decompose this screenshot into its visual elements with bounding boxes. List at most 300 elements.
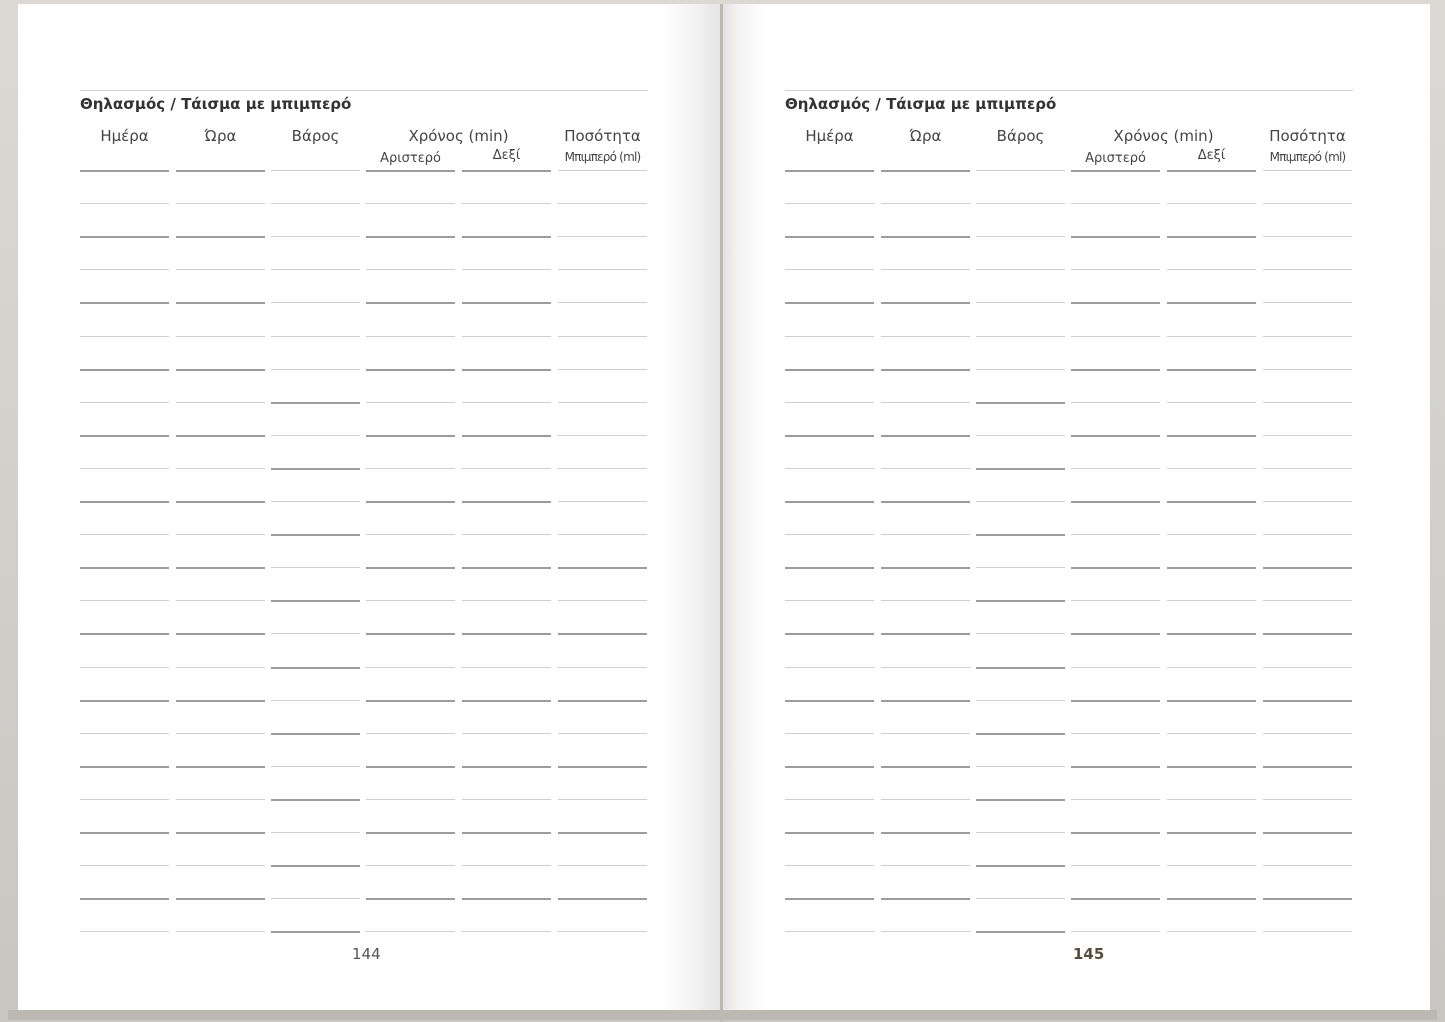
table-rule — [80, 435, 169, 437]
table-rule — [881, 567, 970, 569]
table-rule — [1167, 633, 1256, 635]
table-rule — [976, 700, 1065, 701]
table-rule — [881, 600, 970, 601]
table-rule — [271, 600, 360, 602]
table-rule — [176, 170, 265, 172]
table-rule — [271, 336, 360, 337]
table-rule — [271, 931, 360, 933]
table-rule — [366, 402, 455, 403]
table-rule — [1071, 799, 1160, 800]
table-rule — [976, 435, 1065, 436]
table-rule — [785, 468, 874, 469]
table-rule — [366, 633, 455, 635]
table-rule — [1263, 567, 1352, 569]
table-rule — [785, 667, 874, 668]
table-rule — [558, 402, 647, 403]
table-rule — [976, 567, 1065, 568]
table-rule — [1071, 865, 1160, 866]
table-rule — [1167, 236, 1256, 238]
table-rule — [785, 369, 874, 371]
table-rule — [366, 203, 455, 204]
table-rule — [1071, 898, 1160, 900]
table-rule — [271, 898, 360, 899]
table-rule — [976, 203, 1065, 204]
table-rule — [176, 369, 265, 371]
table-rule — [976, 898, 1065, 899]
table-rule — [366, 733, 455, 734]
table-rule — [176, 633, 265, 635]
table-rule — [1167, 766, 1256, 768]
table-rule — [976, 799, 1065, 801]
table-rule — [785, 302, 874, 304]
table-rule — [785, 865, 874, 866]
table-rule — [785, 269, 874, 270]
table-rule — [366, 667, 455, 668]
table-rule — [80, 600, 169, 601]
table-rule — [366, 435, 455, 437]
table-rule — [1071, 468, 1160, 469]
table-rule — [1263, 170, 1352, 171]
table-rule — [176, 336, 265, 337]
title-rule — [80, 90, 648, 91]
table-rule — [1263, 269, 1352, 270]
column-header-date: Ημέρα — [100, 127, 149, 145]
table-rule — [558, 931, 647, 932]
table-rule — [80, 302, 169, 304]
left-page — [18, 4, 720, 1010]
column-header-weight: Βάρος — [291, 127, 340, 145]
table-rule — [176, 435, 265, 437]
table-rule — [1167, 435, 1256, 437]
column-subheader-left: Αριστερό — [380, 151, 441, 166]
table-rule — [1167, 667, 1256, 668]
column-header-weight: Βάρος — [996, 127, 1045, 145]
table-rule — [271, 766, 360, 767]
table-rule — [366, 567, 455, 569]
table-rule — [881, 766, 970, 768]
page-number: 144 — [352, 945, 381, 963]
table-rule — [366, 269, 455, 270]
table-rule — [1167, 302, 1256, 304]
table-rule — [1263, 832, 1352, 834]
table-rule — [80, 402, 169, 403]
table-rule — [80, 931, 169, 932]
table-rule — [366, 931, 455, 932]
table-rule — [881, 832, 970, 834]
table-rule — [366, 369, 455, 371]
table-rule — [1263, 931, 1352, 932]
table-rule — [176, 203, 265, 204]
table-rule — [1263, 435, 1352, 436]
table-rule — [881, 633, 970, 635]
table-rule — [462, 931, 551, 932]
column-header-quantity: Ποσότητα — [564, 127, 641, 145]
table-rule — [80, 832, 169, 834]
table-rule — [785, 402, 874, 403]
column-header-time: Ώρα — [909, 127, 942, 145]
table-rule — [80, 468, 169, 469]
table-rule — [80, 236, 169, 238]
table-rule — [1071, 369, 1160, 371]
table-rule — [1071, 402, 1160, 403]
table-rule — [558, 369, 647, 370]
table-rule — [462, 170, 551, 172]
table-rule — [1263, 203, 1352, 204]
table-rule — [1071, 733, 1160, 734]
table-rule — [881, 931, 970, 932]
book-gutter — [720, 4, 723, 1022]
table-rule — [976, 865, 1065, 867]
table-rule — [1263, 667, 1352, 668]
table-rule — [462, 733, 551, 734]
table-rule — [1263, 733, 1352, 734]
table-rule — [176, 898, 265, 900]
table-rule — [271, 170, 360, 171]
table-rule — [80, 269, 169, 270]
column-subheader-left: Αριστερό — [1085, 151, 1146, 166]
table-rule — [1071, 269, 1160, 270]
table-rule — [366, 468, 455, 469]
table-rule — [271, 369, 360, 370]
table-rule — [1167, 600, 1256, 601]
table-rule — [462, 402, 551, 403]
table-rule — [558, 733, 647, 734]
table-rule — [462, 832, 551, 834]
table-rule — [271, 667, 360, 669]
table-rule — [976, 667, 1065, 669]
table-rule — [976, 766, 1065, 767]
table-rule — [366, 700, 455, 702]
table-rule — [558, 567, 647, 569]
table-rule — [1071, 600, 1160, 601]
table-rule — [558, 336, 647, 337]
table-rule — [366, 336, 455, 337]
table-rule — [271, 633, 360, 634]
table-rule — [271, 865, 360, 867]
table-rule — [1263, 336, 1352, 337]
table-rule — [785, 898, 874, 900]
table-rule — [462, 865, 551, 866]
table-rule — [785, 799, 874, 800]
table-rule — [271, 203, 360, 204]
table-rule — [1263, 700, 1352, 702]
table-rule — [176, 832, 265, 834]
table-rule — [558, 302, 647, 303]
table-rule — [976, 633, 1065, 634]
table-rule — [976, 600, 1065, 602]
table-rule — [558, 534, 647, 535]
table-rule — [785, 534, 874, 535]
table-rule — [785, 733, 874, 734]
table-rule — [1167, 336, 1256, 337]
table-rule — [1071, 203, 1160, 204]
table-rule — [881, 402, 970, 403]
table-rule — [785, 766, 874, 768]
table-rule — [785, 832, 874, 834]
table-rule — [558, 799, 647, 800]
table-rule — [80, 766, 169, 768]
table-rule — [462, 336, 551, 337]
table-rule — [785, 435, 874, 437]
table-rule — [1167, 468, 1256, 469]
table-rule — [271, 700, 360, 701]
table-rule — [976, 336, 1065, 337]
table-rule — [271, 269, 360, 270]
table-rule — [80, 170, 169, 172]
table-rule — [176, 766, 265, 768]
column-header-date: Ημέρα — [805, 127, 854, 145]
table-rule — [80, 203, 169, 204]
table-rule — [881, 898, 970, 900]
table-rule — [1167, 898, 1256, 900]
table-rule — [558, 667, 647, 668]
table-rule — [366, 832, 455, 834]
table-rule — [1263, 534, 1352, 535]
table-rule — [785, 600, 874, 601]
table-rule — [176, 865, 265, 866]
table-rule — [558, 468, 647, 469]
table-rule — [785, 236, 874, 238]
table-rule — [558, 832, 647, 834]
table-rule — [271, 402, 360, 404]
table-rule — [1167, 534, 1256, 535]
table-rule — [462, 435, 551, 437]
table-rule — [1263, 501, 1352, 502]
table-rule — [881, 170, 970, 172]
table-rule — [176, 700, 265, 702]
table-rule — [881, 468, 970, 469]
table-rule — [1263, 236, 1352, 237]
table-rule — [176, 600, 265, 601]
page-number: 145 — [1073, 945, 1105, 963]
table-rule — [1263, 600, 1352, 601]
table-rule — [558, 269, 647, 270]
table-rule — [80, 733, 169, 734]
table-rule — [1071, 302, 1160, 304]
table-rule — [976, 302, 1065, 303]
table-rule — [462, 799, 551, 800]
table-rule — [558, 633, 647, 635]
table-rule — [462, 203, 551, 204]
table-rule — [1263, 369, 1352, 370]
table-rule — [976, 733, 1065, 735]
table-rule — [1071, 336, 1160, 337]
table-rule — [176, 667, 265, 668]
table-rule — [366, 501, 455, 503]
table-rule — [366, 236, 455, 238]
table-rule — [976, 534, 1065, 536]
table-rule — [462, 534, 551, 535]
table-rule — [976, 170, 1065, 171]
table-rule — [366, 766, 455, 768]
column-subheader-right: Δεξί — [1197, 148, 1226, 163]
table-rule — [80, 534, 169, 535]
table-rule — [462, 468, 551, 469]
table-rule — [462, 667, 551, 668]
table-rule — [1071, 633, 1160, 635]
table-rule — [881, 435, 970, 437]
table-rule — [80, 633, 169, 635]
table-rule — [1167, 501, 1256, 503]
table-rule — [1071, 236, 1160, 238]
table-rule — [462, 766, 551, 768]
table-rule — [558, 203, 647, 204]
table-rule — [462, 898, 551, 900]
column-header-duration: Χρόνος (min) — [408, 127, 509, 145]
table-rule — [271, 567, 360, 568]
table-rule — [1071, 931, 1160, 932]
table-rule — [558, 170, 647, 171]
table-rule — [1263, 799, 1352, 800]
table-rule — [881, 534, 970, 535]
table-rule — [785, 700, 874, 702]
column-header-quantity: Ποσότητα — [1269, 127, 1346, 145]
table-rule — [1071, 766, 1160, 768]
table-rule — [1167, 170, 1256, 172]
table-rule — [176, 236, 265, 238]
table-rule — [558, 501, 647, 502]
table-rule — [1071, 667, 1160, 668]
table-rule — [881, 799, 970, 800]
table-rule — [80, 700, 169, 702]
table-rule — [176, 402, 265, 403]
table-rule — [366, 302, 455, 304]
table-rule — [80, 501, 169, 503]
table-rule — [881, 369, 970, 371]
table-rule — [1263, 402, 1352, 403]
table-rule — [1167, 203, 1256, 204]
table-rule — [176, 799, 265, 800]
table-rule — [366, 898, 455, 900]
table-rule — [881, 733, 970, 734]
table-rule — [785, 633, 874, 635]
table-rule — [558, 865, 647, 866]
table-rule — [1071, 435, 1160, 437]
table-rule — [366, 600, 455, 601]
table-rule — [1167, 865, 1256, 866]
table-rule — [1167, 269, 1256, 270]
table-rule — [1263, 468, 1352, 469]
table-rule — [558, 898, 647, 900]
table-rule — [881, 336, 970, 337]
table-rule — [366, 799, 455, 800]
table-rule — [80, 865, 169, 866]
column-header-duration: Χρόνος (min) — [1113, 127, 1214, 145]
table-rule — [1263, 302, 1352, 303]
table-rule — [366, 170, 455, 172]
table-rule — [881, 269, 970, 270]
page-title: Θηλασμός / Τάισμα με μπιμπερό — [80, 95, 352, 113]
table-rule — [1167, 931, 1256, 932]
table-rule — [1071, 567, 1160, 569]
table-rule — [976, 236, 1065, 237]
table-rule — [1263, 898, 1352, 900]
table-rule — [462, 633, 551, 635]
table-rule — [881, 667, 970, 668]
table-rule — [976, 501, 1065, 502]
table-rule — [976, 269, 1065, 270]
table-rule — [176, 733, 265, 734]
table-rule — [1167, 733, 1256, 734]
table-rule — [558, 766, 647, 768]
table-rule — [976, 931, 1065, 933]
table-rule — [1263, 766, 1352, 768]
table-rule — [785, 567, 874, 569]
table-rule — [785, 336, 874, 337]
table-rule — [462, 501, 551, 503]
table-rule — [881, 865, 970, 866]
table-rule — [785, 931, 874, 932]
table-rule — [176, 302, 265, 304]
table-rule — [176, 501, 265, 503]
table-rule — [271, 733, 360, 735]
table-rule — [462, 567, 551, 569]
table-rule — [462, 302, 551, 304]
table-rule — [80, 667, 169, 668]
table-rule — [881, 302, 970, 304]
page-title: Θηλασμός / Τάισμα με μπιμπερό — [785, 95, 1057, 113]
table-rule — [558, 600, 647, 601]
table-rule — [785, 203, 874, 204]
table-rule — [176, 534, 265, 535]
table-rule — [462, 600, 551, 601]
table-rule — [80, 799, 169, 800]
table-rule — [558, 435, 647, 436]
table-rule — [976, 832, 1065, 833]
table-rule — [271, 799, 360, 801]
table-rule — [462, 269, 551, 270]
table-rule — [80, 567, 169, 569]
table-rule — [80, 898, 169, 900]
table-rule — [271, 501, 360, 502]
table-rule — [462, 700, 551, 702]
table-rule — [785, 170, 874, 172]
table-rule — [1167, 369, 1256, 371]
table-rule — [1167, 832, 1256, 834]
table-rule — [881, 700, 970, 702]
table-rule — [271, 435, 360, 436]
table-rule — [1263, 865, 1352, 866]
table-rule — [80, 336, 169, 337]
table-rule — [1167, 700, 1256, 702]
table-rule — [271, 236, 360, 237]
table-rule — [271, 468, 360, 470]
table-rule — [976, 468, 1065, 470]
table-rule — [176, 269, 265, 270]
table-rule — [976, 402, 1065, 404]
column-subheader-bottle: Μπιμπερό (ml) — [1269, 150, 1346, 164]
column-subheader-right: Δεξί — [492, 148, 521, 163]
table-rule — [1167, 567, 1256, 569]
table-rule — [366, 865, 455, 866]
table-rule — [1167, 799, 1256, 800]
table-rule — [271, 302, 360, 303]
table-rule — [271, 832, 360, 833]
table-rule — [176, 931, 265, 932]
table-rule — [785, 501, 874, 503]
table-rule — [176, 567, 265, 569]
table-rule — [271, 534, 360, 536]
table-rule — [1167, 402, 1256, 403]
table-rule — [881, 501, 970, 503]
table-rule — [1263, 633, 1352, 635]
table-rule — [80, 369, 169, 371]
table-rule — [1071, 501, 1160, 503]
table-rule — [1071, 534, 1160, 535]
table-rule — [558, 236, 647, 237]
table-rule — [1071, 700, 1160, 702]
table-rule — [1071, 832, 1160, 834]
